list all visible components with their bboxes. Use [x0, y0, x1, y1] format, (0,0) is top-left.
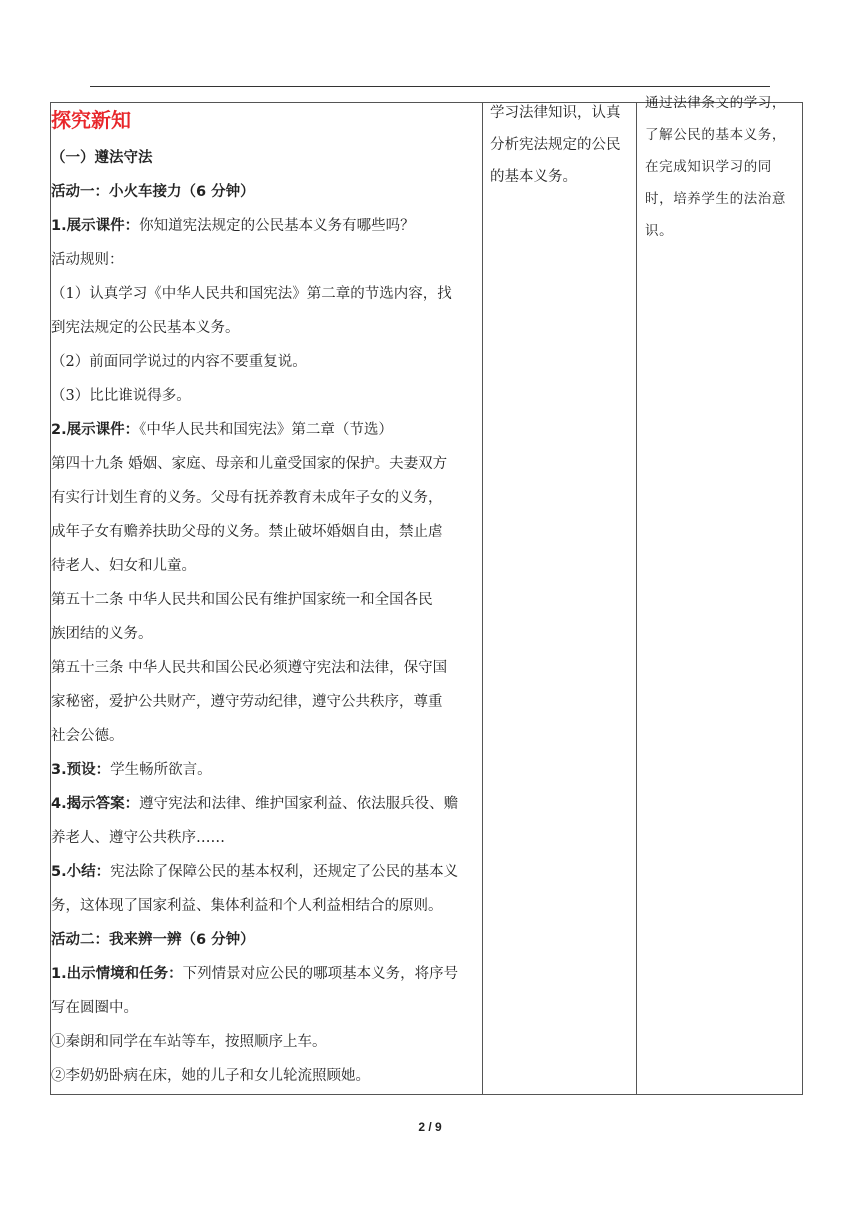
teacher-activity-cell: [51, 103, 483, 1095]
rule3: （3）比比谁说得多。: [51, 388, 191, 404]
student-line: 学习法律知识，认真: [490, 105, 621, 121]
a1-item4: [51, 787, 482, 821]
a2-item1-line2: 写在圆圈中。: [51, 1000, 138, 1016]
a2-item1: [51, 957, 482, 991]
article52-line2: 族团结的义务。: [51, 626, 153, 642]
article49-line1: 第四十九条 婚姻、家庭、母亲和儿童受国家的保护。夫妻双方: [51, 456, 448, 472]
purpose-line: 通过法律条文的学习，: [645, 95, 786, 111]
page-number: 2 / 9: [418, 1120, 442, 1134]
purpose-line: 时，培养学生的法治意: [645, 191, 786, 207]
scene1: ①秦朗和同学在车站等车，按照顺序上车。: [51, 1034, 327, 1050]
purpose-line: 在完成知识学习的同: [645, 159, 772, 175]
a1-item5: [51, 855, 482, 889]
article53-line2: 家秘密，爱护公共财产，遵守劳动纪律，遵守公共秩序，尊重: [51, 694, 443, 710]
design-purpose-cell: [637, 95, 803, 1095]
scene2: ②李奶奶卧病在床，她的儿子和女儿轮流照顾她。: [51, 1068, 370, 1084]
activity2-title: 活动二：我来辨一辨（6 分钟）: [51, 932, 255, 948]
activity1-title: 活动一：小火车接力（6 分钟）: [51, 184, 255, 200]
a1-item5-label: 5.小结：: [51, 864, 111, 880]
a1-item5-line2: 务，这体现了国家利益、集体利益和个人利益相结合的原则。: [51, 898, 443, 914]
student-line: 的基本义务。: [490, 169, 577, 185]
a2-item1-label: 1.出示情境和任务：: [51, 966, 183, 982]
article49-line2: 有实行计划生育的义务。父母有抚养教育未成年子女的义务，: [51, 490, 443, 506]
purpose-line: 识。: [645, 223, 674, 239]
a1-item1: [51, 209, 482, 243]
rule1-line1: （1）认真学习《中华人民共和国宪法》第二章的节选内容，找: [51, 286, 452, 302]
a1-item1-text: 你知道宪法规定的公民基本义务有哪些吗？: [139, 218, 415, 234]
student-line: 分析宪法规定的公民: [490, 137, 621, 153]
article49-line3: 成年子女有赡养扶助父母的义务。禁止破坏婚姻自由，禁止虐: [51, 524, 443, 540]
student-activity-text: [483, 97, 636, 193]
article53-line3: 社会公德。: [51, 728, 124, 744]
a1-item1-label: 1.展示课件：: [51, 218, 140, 234]
rules-label: 活动规则：: [51, 252, 124, 268]
a1-item2-label: 2.展示课件：: [51, 422, 140, 438]
rule1-line2: 到宪法规定的公民基本义务。: [51, 320, 240, 336]
a1-item4-label: 4.揭示答案：: [51, 796, 140, 812]
a1-item4-text: 遵守宪法和法律、维护国家利益、依法服兵役、赡: [139, 796, 459, 812]
a1-item3: [51, 753, 482, 787]
a1-item2: [51, 413, 482, 447]
article49-line4: 待老人、妇女和儿童。: [51, 558, 196, 574]
a1-item4-line2: 养老人、遵守公共秩序……: [51, 830, 225, 846]
article53-line1: 第五十三条 中华人民共和国公民必须遵守宪法和法律，保守国: [51, 660, 448, 676]
lesson-table: [50, 95, 803, 1095]
rule2: （2）前面同学说过的内容不要重复说。: [51, 354, 307, 370]
table-row: [51, 103, 803, 1095]
a1-item3-label: 3.预设：: [51, 762, 111, 778]
student-activity-cell: [483, 103, 637, 1095]
purpose-line: 了解公民的基本义务，: [645, 127, 786, 143]
a1-item5-text: 宪法除了保障公民的基本权利，还规定了公民的基本义: [110, 864, 459, 880]
article52-line1: 第五十二条 中华人民共和国公民有维护国家统一和全国各民: [51, 592, 433, 608]
section-title: 探究新知: [51, 108, 131, 132]
design-purpose-text: [637, 87, 802, 247]
subsection-heading: （一）遵法守法: [51, 150, 153, 166]
a1-item3-text: 学生畅所欲言。: [110, 762, 212, 778]
a1-item2-text: 《中华人民共和国宪法》第二章（节选）: [139, 422, 393, 438]
a2-item1-text: 下列情景对应公民的哪项基本义务，将序号: [182, 966, 459, 982]
